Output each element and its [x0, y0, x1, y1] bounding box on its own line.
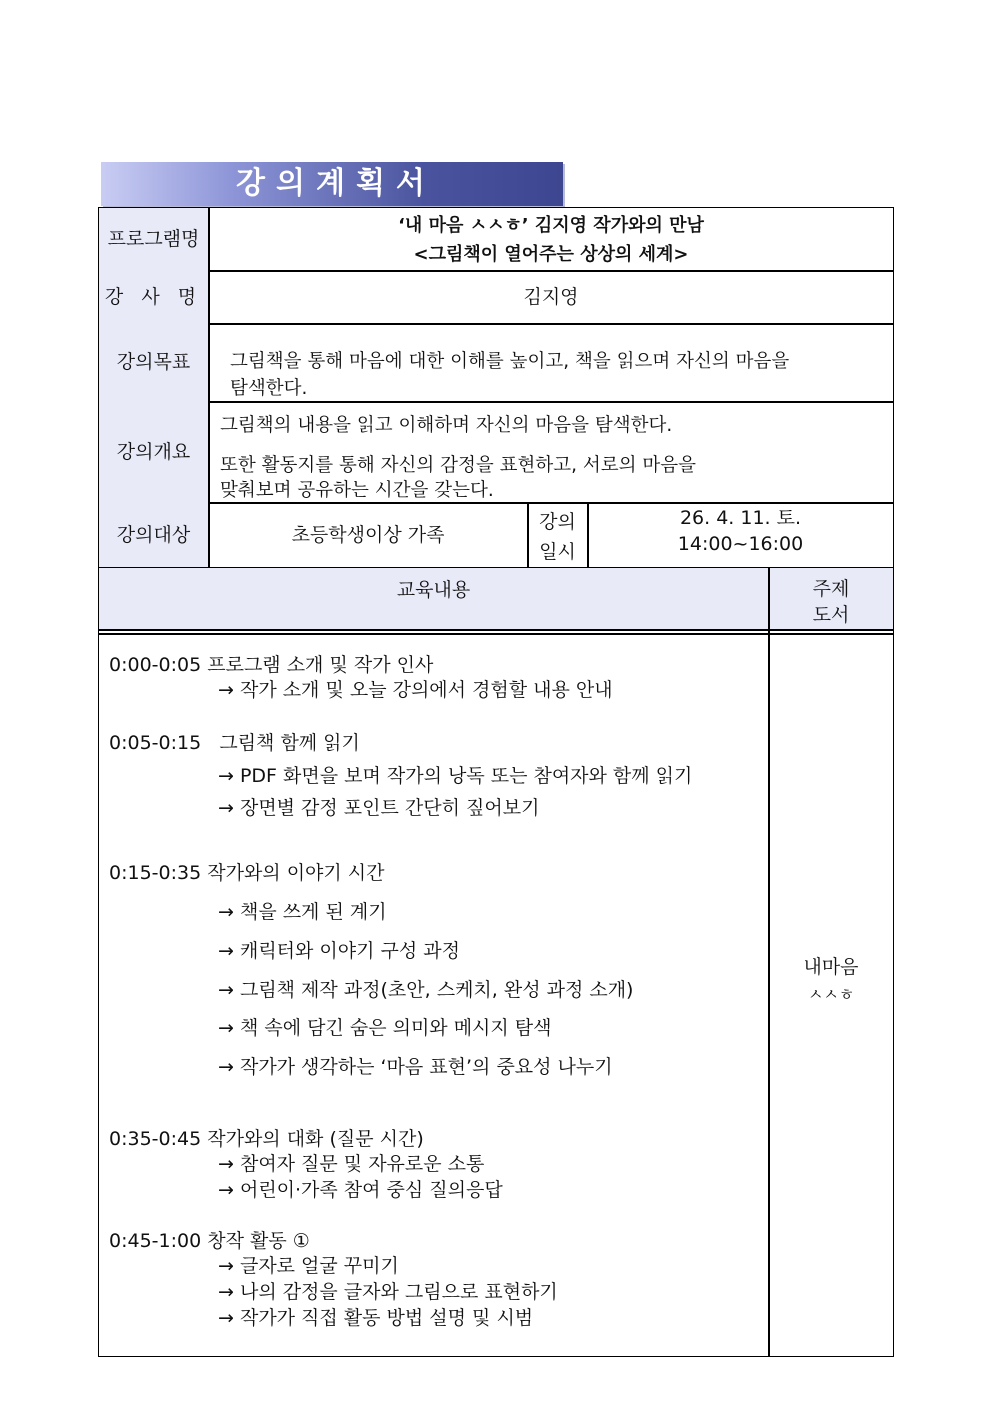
program-title-line2: <그림책이 열어주는 상상의 세계>: [413, 243, 689, 265]
overview-label: 강의개요: [116, 440, 191, 463]
schedule-item: → PDF 화면을 보며 작가의 낭독 또는 참여자와 함께 읽기: [218, 765, 693, 787]
schedule-item: → 참여자 질문 및 자유로운 소통: [218, 1153, 485, 1175]
schedule-item: → 작가가 직접 활동 방법 설명 및 시범: [218, 1307, 534, 1329]
target-value: 초등학생이상 가족: [291, 524, 445, 546]
instructor-label: 강 사 명: [104, 285, 203, 308]
schedule-item: → 책을 쓰게 된 계기: [218, 901, 387, 923]
page-title: 강의계획서: [236, 166, 436, 201]
book-header-line2: 도서: [812, 603, 850, 626]
schedule-item: → 책 속에 담긴 숨은 의미와 메시지 탐색: [218, 1017, 552, 1039]
schedule-item: → 캐릭터와 이야기 구성 과정: [218, 940, 460, 962]
book-header-line1: 주제: [812, 577, 850, 600]
schedule-row: 0:15-0:35 작가와의 이야기 시간: [109, 862, 385, 884]
schedule-row: 0:35-0:45 작가와의 대화 (질문 시간): [109, 1128, 424, 1150]
schedule-item: → 나의 감정을 글자와 그림으로 표현하기: [218, 1281, 558, 1303]
schedule-item: → 장면별 감정 포인트 간단히 짚어보기: [218, 797, 540, 819]
datetime-label-2: 일시: [539, 540, 576, 563]
goal-label: 강의목표: [116, 351, 191, 373]
schedule-item: → 어린이·가족 참여 중심 질의응답: [218, 1179, 503, 1201]
book-title-line2: ㅅㅅㅎ: [807, 984, 855, 1004]
book-title-line1: 내마음: [803, 955, 859, 978]
overview-line2: 또한 활동지를 통해 자신의 감정을 표현하고, 서로의 마음을: [220, 454, 696, 476]
overview-line3: 맞춰보며 공유하는 시간을 갖는다.: [220, 479, 494, 501]
schedule-row: 0:45-1:00 창작 활동 ①: [109, 1230, 310, 1252]
time-value: 14:00~16:00: [677, 532, 804, 555]
program-label: 프로그램명: [107, 227, 200, 250]
date-value: 26. 4. 11. 토.: [679, 506, 802, 529]
instructor-value: 김지영: [523, 285, 579, 308]
datetime-label-1: 강의: [539, 510, 576, 533]
schedule-item: → 작가 소개 및 오늘 강의에서 경험할 내용 안내: [218, 679, 613, 701]
goal-line2: 탐색한다.: [230, 377, 308, 399]
schedule-item: → 글자로 얼굴 꾸미기: [218, 1255, 399, 1277]
goal-line1: 그림책을 통해 마음에 대한 이해를 높이고, 책을 읽으며 자신의 마음을: [230, 350, 790, 372]
overview-line1: 그림책의 내용을 읽고 이해하며 자신의 마음을 탐색한다.: [220, 414, 673, 436]
schedule-row: 0:05-0:15 그림책 함께 읽기: [109, 732, 360, 754]
program-title-line1: ‘내 마음 ㅅㅅㅎ’ 김지영 작가와의 만남: [398, 214, 704, 236]
content-header: 교육내용: [396, 578, 471, 601]
target-label: 강의대상: [116, 524, 191, 546]
schedule-row: 0:00-0:05 프로그램 소개 및 작가 인사: [109, 654, 434, 676]
schedule-item: → 작가가 생각하는 ‘마음 표현’의 중요성 나누기: [218, 1056, 613, 1078]
schedule-item: → 그림책 제작 과정(초안, 스케치, 완성 과정 소개): [218, 979, 634, 1001]
